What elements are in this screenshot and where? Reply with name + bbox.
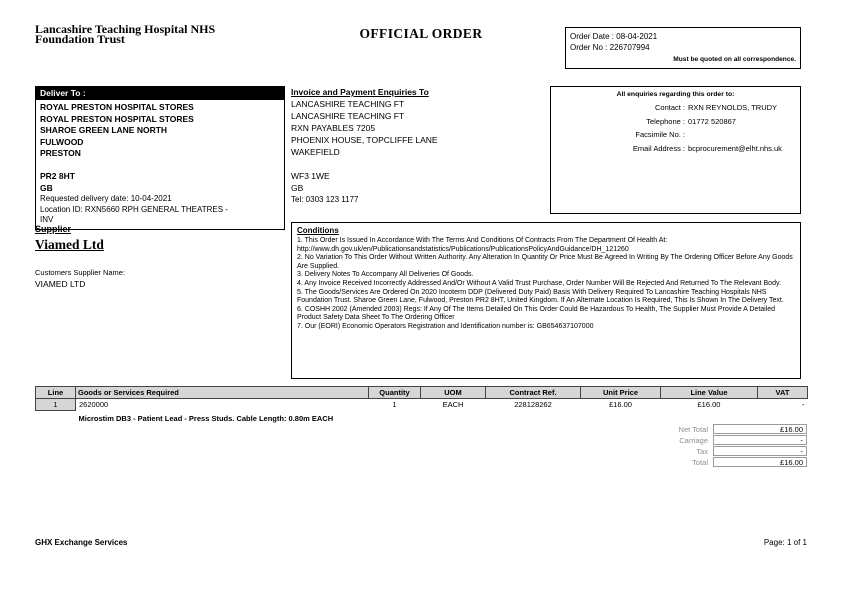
empty-cell [36, 411, 76, 424]
location-id: Location ID: RXN5660 RPH GENERAL THEATRES - INV [40, 204, 228, 224]
contact-label: Contact : [654, 103, 685, 112]
condition-item-7: 7. Our (EORI) Economic Operators Registration and Identification number is: GB654637107000 [297, 322, 594, 330]
invoice-address-line: WF3 1WE [291, 171, 330, 181]
condition-item-5: 5. The Goods/Services Are Ordered On 2020 Incoterm DDP (Delivered Duty Paid) Basis With Delivery Required To Lancashire Teaching Hospitals NHS Foundation Trust. Sharoe Green Lane, Fulwood, Preston PR2 8HT, United Kingdom. If An Alternate Location Is Required, This Is Shown In The Delivery Text. [297, 288, 784, 305]
deliver-address-line [40, 160, 280, 172]
deliver-to-section [35, 86, 285, 230]
column-header-quantity: Quantity [369, 387, 421, 399]
order-date-row [570, 31, 796, 42]
customers-supplier-label: Customers Supplier Name: [35, 268, 126, 277]
tax-value: - [713, 446, 807, 456]
grand-total-label: Total [692, 457, 708, 467]
totals-section [560, 424, 807, 468]
telephone-label: Telephone : [646, 116, 685, 126]
goods-code-cell: 2620000 [79, 400, 109, 409]
invoice-address-line: LANCASHIRE TEACHING FT [291, 99, 405, 109]
invoice-telephone: Tel: 0303 123 1177 [291, 195, 359, 204]
supplier-name: Viamed Ltd [35, 237, 104, 252]
enquiries-title: All enquiries regarding this order to: [616, 91, 735, 98]
deliver-address-line: ROYAL PRESTON HOSPITAL STORES [40, 113, 194, 124]
deliver-address-line: SHAROE GREEN LANE NORTH [40, 125, 168, 135]
invoice-address-line: GB [291, 183, 304, 193]
carriage-value: - [713, 435, 807, 445]
condition-item-6: 6. COSHH 2002 (Amended 2003) Regs: If Any Of The Items Detailed On This Order Could Be Hazardous To Health, The Supplier Must Provide A Detailed Product Safety Data Sheet To The Ordering Officer [297, 305, 776, 322]
tax-label: Tax [696, 446, 708, 456]
grand-total-row [560, 457, 807, 467]
invoice-address-line: RXN PAYABLES 7205 [291, 123, 376, 133]
condition-item-3: 3. Delivery Notes To Accompany All Deliveries Of Goods. [297, 271, 474, 279]
supplier-section [35, 224, 285, 289]
deliver-address-line: PRESTON [40, 148, 81, 158]
order-line-row [36, 399, 808, 411]
order-info-box [565, 27, 801, 69]
column-header-goods: Goods or Services Required [76, 387, 369, 399]
line-number-cell: 1 [36, 399, 76, 411]
contact-value: RXN REYNOLDS, TRUDY [688, 103, 778, 112]
deliver-to-header: Deliver To : [36, 87, 284, 100]
order-number-row [570, 42, 796, 53]
grand-total-value: £16.00 [713, 457, 807, 467]
email-row [557, 142, 794, 156]
trust-name-line1: Lancashire Teaching Hospital NHS [35, 22, 216, 36]
uom-cell: EACH [442, 400, 464, 409]
email-value: bcprocurement@elht.nhs.uk [688, 143, 782, 153]
deliver-address-line: ROYAL PRESTON HOSPITAL STORES [40, 102, 194, 112]
condition-item-1: 1. This Order Is Issued In Accordance With The Terms And Conditions Of Contracts From The Department Of Health At: http://www.dh.gov.uk/en/Publicationsandstatistics/Publications/PublicationsPolicyAndGuidance/DH_121260 [297, 237, 668, 253]
deliver-to-address [36, 100, 284, 229]
condition-item-2: 2. No Variation To This Order Without Written Authority. Any Alteration In Quantity Or Price Must Be Agreed In Writing By The Ordering Officer Before Any Goods Are Supplied. [297, 254, 793, 270]
column-header-unit-price: Unit Price [581, 387, 661, 399]
vat-cell: - [802, 400, 805, 409]
column-header-line: Line [36, 387, 76, 399]
conditions-title: Conditions [297, 226, 339, 235]
net-total-row [560, 424, 807, 434]
supplier-section-title: Supplier [35, 224, 72, 234]
invoice-enquiries-header: Invoice and Payment Enquiries To [291, 87, 429, 97]
order-date-value: 08-04-2021 [616, 32, 658, 41]
page-number: Page: 1 of 1 [763, 538, 807, 547]
net-total-value: £16.00 [713, 424, 807, 434]
requested-delivery-date: Requested delivery date: 10-04-2021 [40, 194, 172, 203]
telephone-value: 01772 520867 [688, 116, 736, 126]
order-lines-table [35, 386, 808, 424]
table-header-row [36, 387, 808, 399]
invoice-address-line [291, 158, 545, 170]
trust-name-line2: Foundation Trust [35, 32, 125, 46]
conditions-section [291, 222, 801, 379]
tax-row [560, 446, 807, 456]
email-label: Email Address : [632, 143, 685, 153]
carriage-row [560, 435, 807, 445]
telephone-row [557, 115, 794, 129]
item-description-row [36, 411, 808, 424]
invoice-enquiries-section [291, 86, 545, 206]
facsimile-row [557, 128, 794, 142]
column-header-line-value: Line Value [661, 387, 758, 399]
carriage-label: Carriage [679, 435, 708, 445]
invoice-address-line: WAKEFIELD [291, 147, 340, 157]
contact-row [557, 101, 794, 115]
column-header-contract-ref: Contract Ref. [486, 387, 581, 399]
unit-price-cell: £16.00 [609, 400, 632, 409]
order-number-value: 226707994 [609, 43, 650, 52]
column-header-vat: VAT [758, 387, 808, 399]
deliver-address-line: FULWOOD [40, 136, 84, 147]
facsimile-label: Facsimile No. : [635, 130, 685, 139]
deliver-address-line: PR2 8HT [40, 171, 75, 181]
line-value-cell: £16.00 [697, 400, 721, 409]
order-date-label: Order Date : [570, 32, 615, 41]
column-header-uom: UOM [421, 387, 486, 399]
contract-ref-cell: 228128262 [514, 400, 552, 409]
quantity-cell: 1 [392, 400, 397, 409]
invoice-address-line: LANCASHIRE TEACHING FT [291, 111, 405, 121]
quote-note: Must be quoted on all correspondence. [673, 56, 796, 63]
document-title: OFFICIAL ORDER [359, 26, 483, 41]
footer-service-name: GHX Exchange Services [35, 538, 128, 547]
facsimile-value [685, 128, 794, 142]
invoice-address-line: PHOENIX HOUSE, TOPCLIFFE LANE [291, 135, 438, 145]
net-total-label: Net Total [678, 424, 708, 434]
order-enquiries-box [550, 86, 801, 214]
condition-item-4: 4. Any Invoice Received Incorrectly Addressed And/Or Without A Valid Trust Purchase, Order Number Will Be Rejected And Returned To The Relevant Body. [297, 279, 781, 287]
deliver-address-line: GB [40, 182, 53, 193]
order-number-label: Order No : [570, 43, 608, 52]
customers-supplier-name: VIAMED LTD [35, 279, 86, 289]
item-description: Microstim DB3 - Patient Lead - Press Studs. Cable Length: 0.80m EACH [78, 413, 334, 423]
